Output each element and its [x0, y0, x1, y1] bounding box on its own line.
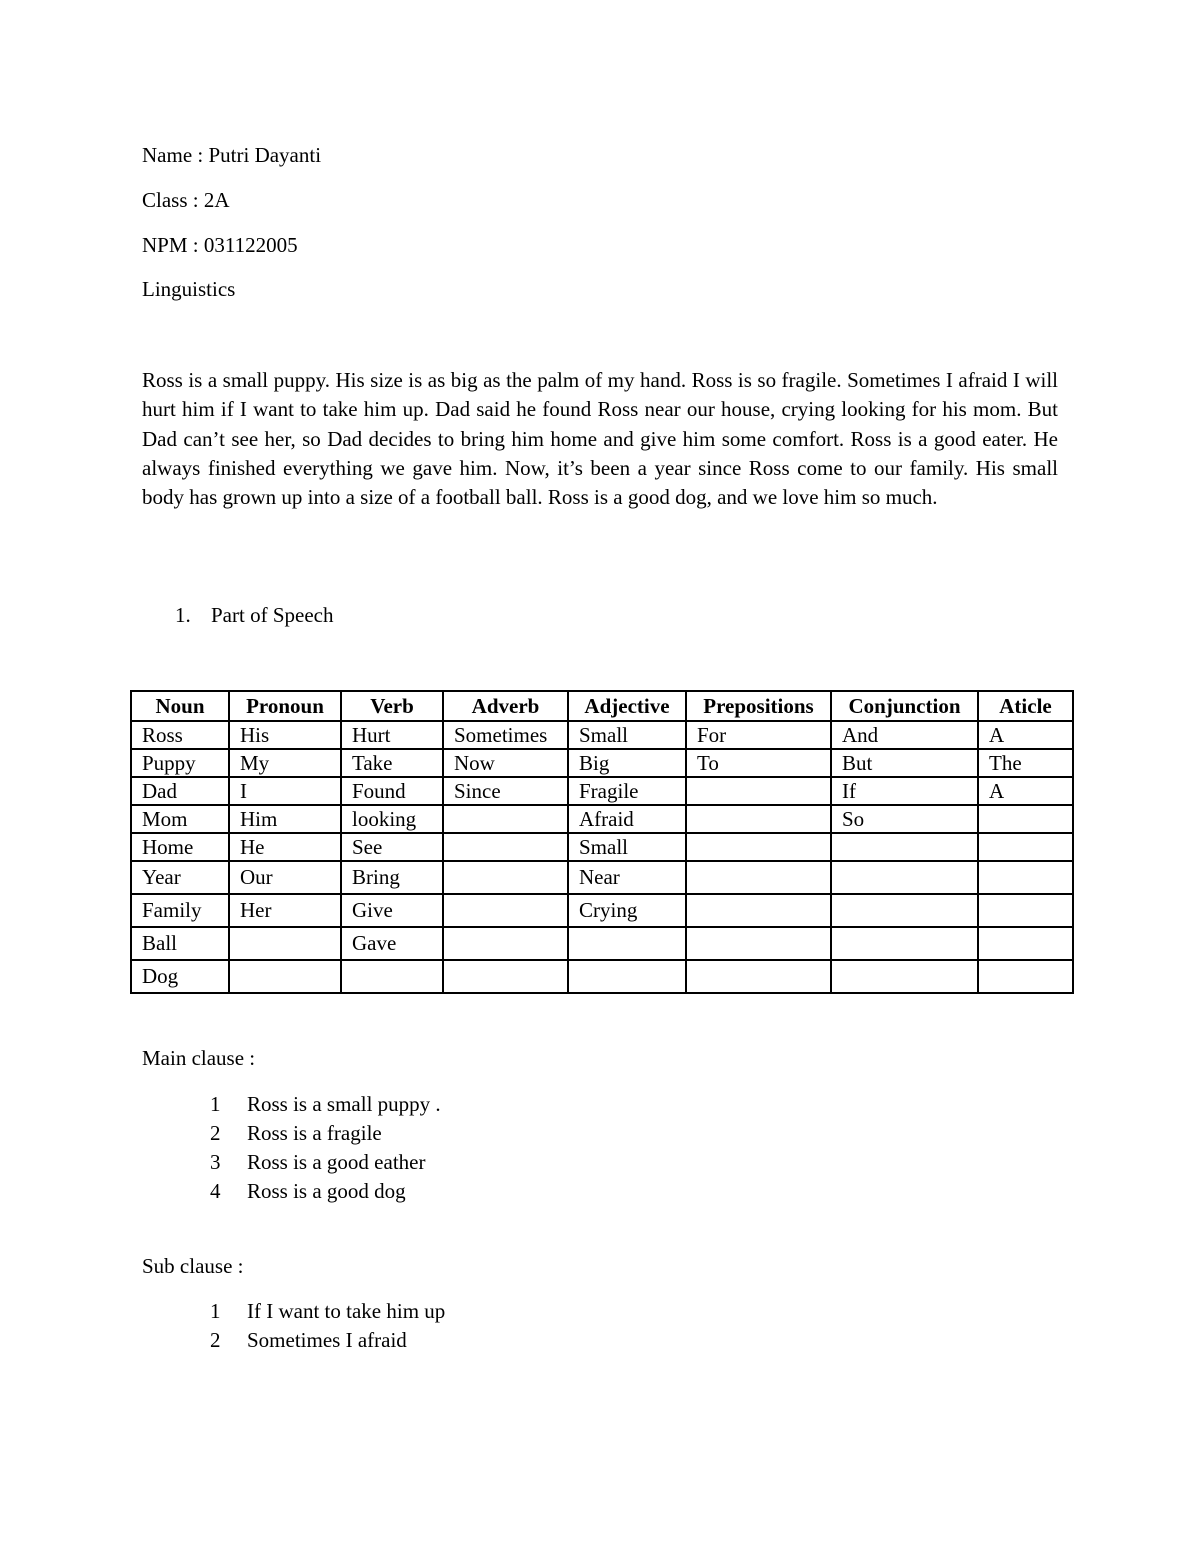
- table-header-row: [131, 691, 1073, 721]
- section-heading: [142, 602, 333, 628]
- table-cell: [443, 927, 568, 960]
- table-cell: [443, 805, 568, 833]
- table-cell: Now: [443, 749, 568, 777]
- table-header-cell: Pronoun: [229, 691, 341, 721]
- table-cell: Ross: [131, 721, 229, 749]
- table-cell: Small: [568, 833, 686, 861]
- table-cell: And: [831, 721, 978, 749]
- list-item-text: Ross is a good eather: [247, 1150, 426, 1174]
- subject-title: Linguistics: [142, 277, 236, 301]
- table-cell: Found: [341, 777, 443, 805]
- table-cell: [978, 927, 1073, 960]
- table-cell: [443, 894, 568, 927]
- table-cell: My: [229, 749, 341, 777]
- list-item-number: 3: [210, 1150, 221, 1174]
- table-cell: [831, 960, 978, 993]
- table-cell: Gave: [341, 927, 443, 960]
- table-cell: Hurt: [341, 721, 443, 749]
- table-cell: Near: [568, 861, 686, 894]
- list-item-text: Ross is a fragile: [247, 1121, 382, 1145]
- table-cell: [686, 833, 831, 861]
- table-row: [131, 861, 1073, 894]
- list-item-number: 2: [210, 1121, 221, 1145]
- student-npm: NPM : 031122005: [142, 233, 298, 257]
- list-item: [210, 1177, 441, 1206]
- table-cell: Take: [341, 749, 443, 777]
- table-header-cell: Verb: [341, 691, 443, 721]
- table-cell: [831, 927, 978, 960]
- table-cell: [686, 927, 831, 960]
- table-cell: Small: [568, 721, 686, 749]
- table-cell: Home: [131, 833, 229, 861]
- table-cell: Puppy: [131, 749, 229, 777]
- table-cell: For: [686, 721, 831, 749]
- sub-clause-label: Sub clause :: [142, 1254, 244, 1278]
- story-paragraph: Ross is a small puppy. His size is as big as the palm of my hand. Ross is so fragile. Sometimes I afraid I will hurt him if I want to take him up. Dad said he found Ross near our house, crying looking for his mom. But Dad can’t see her, so Dad decides to bring him home and give him some comfort. Ross is a good eater. He always finished everything we gave him. Now, it’s been a year since Ross come to our family. His small body has grown up into a size of a football ball. Ross is a good dog, and we love him so much.: [142, 368, 1058, 510]
- table-cell: [831, 833, 978, 861]
- list-item: [210, 1119, 441, 1148]
- part-of-speech-table: [130, 690, 1074, 994]
- table-cell: Mom: [131, 805, 229, 833]
- list-item-text: Ross is a small puppy .: [247, 1092, 441, 1116]
- list-item-number: 1: [210, 1092, 221, 1116]
- table-cell: If: [831, 777, 978, 805]
- table-header-cell: Aticle: [978, 691, 1073, 721]
- table-cell: Dog: [131, 960, 229, 993]
- table-header-cell: Conjunction: [831, 691, 978, 721]
- list-item-text: Sometimes I afraid: [247, 1328, 407, 1352]
- table-row: [131, 960, 1073, 993]
- table-cell: [443, 960, 568, 993]
- table-cell: Ball: [131, 927, 229, 960]
- table-cell: looking: [341, 805, 443, 833]
- section-title: Part of Speech: [211, 603, 334, 627]
- table-cell: [978, 833, 1073, 861]
- table-cell: [568, 927, 686, 960]
- table-cell: Her: [229, 894, 341, 927]
- table-cell: Dad: [131, 777, 229, 805]
- table-cell: So: [831, 805, 978, 833]
- table-cell: [686, 894, 831, 927]
- table-cell: The: [978, 749, 1073, 777]
- table-cell: I: [229, 777, 341, 805]
- table-cell: Since: [443, 777, 568, 805]
- table-cell: [978, 894, 1073, 927]
- table-cell: [978, 805, 1073, 833]
- table-cell: [341, 960, 443, 993]
- table-cell: Afraid: [568, 805, 686, 833]
- table-cell: [443, 833, 568, 861]
- list-item-number: 1: [210, 1299, 221, 1323]
- table-cell: [568, 960, 686, 993]
- list-item: [210, 1090, 441, 1119]
- table-cell: Give: [341, 894, 443, 927]
- table-cell: [686, 960, 831, 993]
- table-cell: His: [229, 721, 341, 749]
- table-header-cell: Noun: [131, 691, 229, 721]
- student-name: Name : Putri Dayanti: [142, 143, 322, 167]
- table-cell: But: [831, 749, 978, 777]
- table-header-cell: Prepositions: [686, 691, 831, 721]
- table-cell: To: [686, 749, 831, 777]
- table-cell: [443, 861, 568, 894]
- main-clause-list: [210, 1090, 441, 1206]
- table-cell: See: [341, 833, 443, 861]
- table-row: [131, 894, 1073, 927]
- list-item-number: 2: [210, 1328, 221, 1352]
- table-cell: Our: [229, 861, 341, 894]
- table-cell: A: [978, 721, 1073, 749]
- list-item: [210, 1297, 445, 1326]
- table-cell: [686, 777, 831, 805]
- table-cell: [229, 927, 341, 960]
- table-cell: Bring: [341, 861, 443, 894]
- table-row: [131, 749, 1073, 777]
- list-item-text: If I want to take him up: [247, 1299, 446, 1323]
- list-item-number: 4: [210, 1179, 221, 1203]
- table-cell: Year: [131, 861, 229, 894]
- table-header-cell: Adjective: [568, 691, 686, 721]
- table-cell: Fragile: [568, 777, 686, 805]
- table-header-cell: Adverb: [443, 691, 568, 721]
- table-cell: [978, 861, 1073, 894]
- table-cell: Family: [131, 894, 229, 927]
- table-row: [131, 833, 1073, 861]
- table-cell: A: [978, 777, 1073, 805]
- table-cell: Sometimes: [443, 721, 568, 749]
- table-cell: [978, 960, 1073, 993]
- table-cell: [831, 894, 978, 927]
- section-number: 1.: [175, 603, 191, 627]
- table-cell: Crying: [568, 894, 686, 927]
- table-row: [131, 721, 1073, 749]
- table-cell: [686, 805, 831, 833]
- table-row: [131, 927, 1073, 960]
- table-row: [131, 805, 1073, 833]
- list-item: [210, 1326, 445, 1355]
- table-row: [131, 777, 1073, 805]
- list-item-text: Ross is a good dog: [247, 1179, 406, 1203]
- table-cell: Big: [568, 749, 686, 777]
- table-cell: He: [229, 833, 341, 861]
- main-clause-label: Main clause :: [142, 1046, 256, 1070]
- table-cell: Him: [229, 805, 341, 833]
- list-item: [210, 1148, 441, 1177]
- table-cell: [831, 861, 978, 894]
- table-cell: [686, 861, 831, 894]
- student-class: Class : 2A: [142, 188, 230, 212]
- sub-clause-list: [210, 1297, 445, 1355]
- table-cell: [229, 960, 341, 993]
